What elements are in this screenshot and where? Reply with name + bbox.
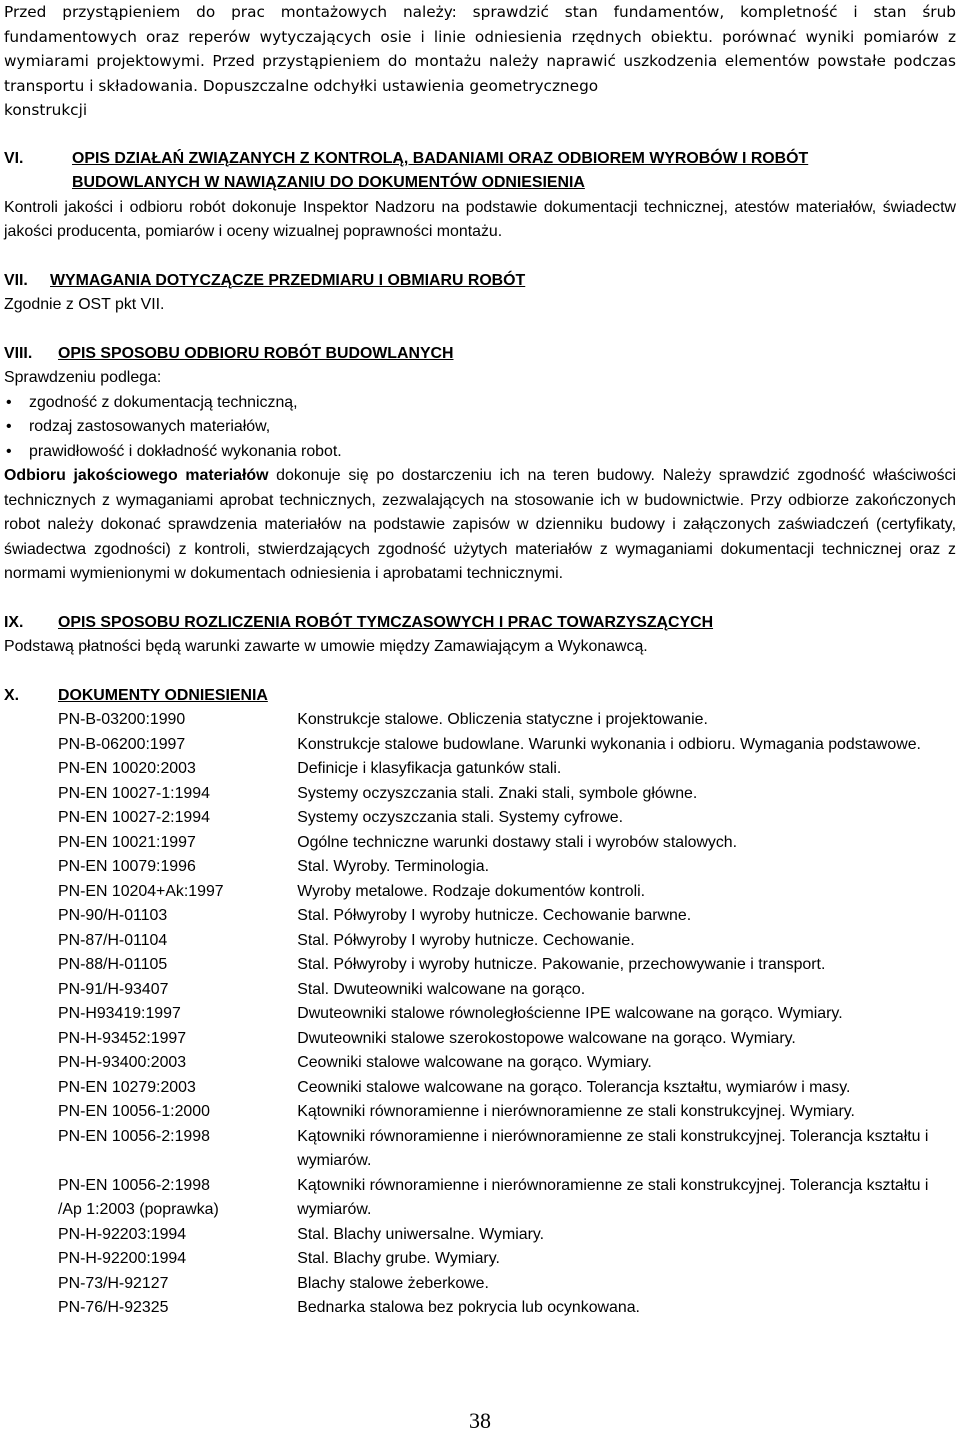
reference-code: PN-H-93400:2003: [58, 1054, 187, 1071]
reference-row: [58, 1002, 956, 1027]
reference-row: [58, 831, 956, 856]
intro-text: Przed przystąpieniem do prac montażowych należy: sprawdzić stan fundamentów, kompletność i stan śrub fundamentowych oraz reperów wytyczających osie i linie odniesienia rzędnych obiektu. porównać wyniki pomiarów z wymiarami projektowymi. Przed przystąpieniem do montażu należy naprawić uszkodzenia elementów powstałe podczas transportu i składowania. Dopuszczalne odchyłki ustawienia geometrycznego: [4, 3, 956, 95]
reference-row: [58, 978, 956, 1003]
reference-code: PN-EN 10079:1996: [58, 858, 196, 875]
section-7: [4, 269, 956, 318]
reference-code: PN-87/H-01104: [58, 931, 168, 949]
reference-description: Ceowniki stalowe walcowane na gorąco. Tolerancja kształtu, wymiarów i masy.: [297, 1078, 851, 1096]
section-10: [4, 684, 956, 1321]
reference-code: PN-88/H-01105: [58, 956, 168, 973]
reference-code: PN-73/H-92127: [58, 1274, 169, 1292]
reference-row: [58, 904, 956, 929]
paragraph-text: dokonuje się po dostarczeniu ich na teren budowy. Należy sprawdzić zgodność właściwości technicznych z wymaganiami aprobat technicznych, zezwalających na stosowanie ich w budownictwie. Przy odbiorze zakończonych robot należy dokonać sprawdzenia materiałów na podstawie zapisów w dzienniku budowy i załączonych zaświadczeń (certyfikaty, świadectwa zgodności) z kontroli, stwierdzających zgodność użytych materiałów z wymaganiami dokumentacji technicznej oraz z normami wymienionymi w dokumentach odniesienia i aprobatami technicznymi.: [4, 467, 956, 582]
reference-row: [58, 880, 956, 905]
reference-row: [58, 757, 956, 782]
section-number: X.: [4, 686, 20, 704]
reference-description: Stal. Półwyroby i wyroby hutnicze. Pakowanie, przechowywanie i transport.: [297, 956, 826, 973]
document-page: [4, 0, 956, 1321]
reference-code: PN-EN 10021:1997: [58, 833, 196, 851]
reference-row: [58, 1296, 956, 1321]
reference-row: [58, 855, 956, 880]
section-title: DOKUMENTY ODNIESIENIA: [58, 686, 268, 704]
reference-description: Ogólne techniczne warunki dostawy stali i wyrobów stalowych.: [297, 833, 738, 851]
reference-description: Wyroby metalowe. Rodzaje dokumentów kontroli.: [297, 882, 646, 900]
section-8-intro: Sprawdzeniu podlega:: [4, 369, 162, 386]
reference-code: PN-EN 10027-2:1994: [58, 809, 210, 826]
section-7-text: Zgodnie z OST pkt VII.: [4, 296, 165, 313]
reference-row: [58, 782, 956, 807]
reference-row: [58, 1125, 956, 1174]
reference-code: PN-H93419:1997: [58, 1005, 181, 1022]
section-6-text: Kontroli jakości i odbioru robót dokonuje Inspektor Nadzoru na podstawie dokumentacji technicznej, atestów materiałów, świadectw jakości producenta, pomiarów i oceny wizualnej poprawności montażu.: [4, 198, 956, 240]
emphasis-text: Odbioru jakościowego materiałów: [4, 467, 269, 484]
reference-description: Stal. Dwuteowniki walcowane na gorąco.: [297, 980, 586, 998]
reference-description: Systemy oczyszczania stali. Systemy cyfrowe.: [297, 809, 624, 826]
references-table: [58, 708, 956, 1321]
section-8-paragraph: [4, 464, 956, 587]
section-10-heading: [4, 684, 956, 709]
section-9: [4, 611, 956, 660]
section-number: VIII.: [4, 344, 33, 362]
section-number: IX.: [4, 613, 24, 631]
reference-row: [58, 929, 956, 954]
reference-description: Konstrukcje stalowe. Obliczenia statyczne i projektowanie.: [297, 711, 708, 728]
reference-row: [58, 953, 956, 978]
reference-code: PN-B-03200:1990: [58, 711, 186, 728]
reference-row: [58, 1100, 956, 1125]
list-item: • zgodność z dokumentacją techniczną,: [4, 391, 956, 416]
reference-code: PN-91/H-93407: [58, 980, 169, 998]
reference-description: Kątowniki równoramienne i nierównoramienne ze stali konstrukcyjnej. Tolerancja kształtu i wymiarów.: [297, 1127, 929, 1169]
reference-code: PN-H-92200:1994: [58, 1250, 187, 1267]
reference-row: [58, 1272, 956, 1297]
reference-row: [58, 733, 956, 758]
section-title: OPIS SPOSOBU ROZLICZENIA ROBÓT TYMCZASOWYCH I PRAC TOWARZYSZĄCYCH: [58, 613, 714, 631]
reference-description: Systemy oczyszczania stali. Znaki stali, symbole główne.: [297, 784, 698, 802]
reference-row: [58, 806, 956, 831]
section-title: OPIS SPOSOBU ODBIORU ROBÓT BUDOWLANYCH: [58, 344, 454, 362]
reference-row: [58, 1027, 956, 1052]
reference-code: PN-76/H-92325: [58, 1299, 169, 1316]
reference-row: [58, 1174, 956, 1223]
reference-code: PN-B-06200:1997: [58, 735, 186, 753]
section-title: WYMAGANIA DOTYCZĄCZE PRZEDMIARU I OBMIARU ROBÓT: [50, 271, 526, 289]
reference-description: Definicje i klasyfikacja gatunków stali.: [297, 760, 562, 777]
section-9-heading: [4, 611, 956, 636]
page-number: 38: [469, 1408, 491, 1433]
reference-description: Stal. Blachy uniwersalne. Wymiary.: [297, 1225, 545, 1243]
reference-code: PN-EN 10020:2003: [58, 760, 196, 777]
section-number: VII.: [4, 271, 28, 289]
reference-description: Stal. Półwyroby I wyroby hutnicze. Cechowanie.: [297, 931, 635, 949]
reference-row: [58, 1247, 956, 1272]
reference-description: Kątowniki równoramienne i nierównoramienne ze stali konstrukcyjnej. Wymiary.: [297, 1103, 855, 1120]
reference-row: [58, 1076, 956, 1101]
reference-code: PN-H-92203:1994: [58, 1225, 187, 1243]
reference-row: [58, 708, 956, 733]
reference-code: PN-EN 10027-1:1994: [58, 784, 210, 802]
section-number: VI.: [4, 149, 24, 167]
list-item: • rodzaj zastosowanych materiałów,: [4, 415, 956, 440]
reference-description: Stal. Półwyroby I wyroby hutnicze. Cechowanie barwne.: [297, 907, 692, 924]
reference-description: Stal. Wyroby. Terminologia.: [297, 858, 490, 875]
section-8: [4, 342, 956, 587]
reference-row: [58, 1051, 956, 1076]
section-8-heading: [4, 342, 956, 367]
inspection-list: [4, 391, 956, 465]
reference-description: Dwuteowniki stalowe szerokostopowe walcowane na gorąco. Wymiary.: [297, 1029, 796, 1047]
reference-code: PN-EN 10056-2:1998: [58, 1127, 210, 1145]
reference-description: Kątowniki równoramienne i nierównoramienne ze stali konstrukcyjnej. Tolerancja kształtu i wymiarów.: [297, 1176, 929, 1218]
reference-description: Konstrukcje stalowe budowlane. Warunki wykonania i odbioru. Wymagania podstawowe.: [297, 735, 921, 753]
section-6: [4, 147, 956, 245]
reference-code: PN-H-93452:1997: [58, 1029, 187, 1047]
section-6-heading: [4, 147, 956, 196]
reference-code: PN-90/H-01103: [58, 907, 168, 924]
intro-paragraph: [4, 0, 956, 123]
reference-description: Bednarka stalowa bez pokrycia lub ocynkowana.: [297, 1299, 640, 1316]
reference-code: PN-EN 10056-1:2000: [58, 1103, 210, 1120]
intro-text-last: konstrukcji: [4, 101, 88, 119]
reference-description: Dwuteowniki stalowe równoległościenne IPE walcowane na gorąco. Wymiary.: [297, 1005, 843, 1022]
reference-description: Stal. Blachy grube. Wymiary.: [297, 1250, 500, 1267]
reference-row: [58, 1223, 956, 1248]
reference-description: Ceowniki stalowe walcowane na gorąco. Wymiary.: [297, 1054, 652, 1071]
reference-code: PN-EN 10204+Ak:1997: [58, 882, 224, 900]
section-7-heading: [4, 269, 956, 294]
reference-code: PN-EN 10279:2003: [58, 1078, 196, 1096]
section-9-text: Podstawą płatności będą warunki zawarte w umowie między Zamawiającym a Wykonawcą.: [4, 638, 648, 655]
reference-description: Blachy stalowe żeberkowe.: [297, 1274, 489, 1292]
reference-code: PN-EN 10056-2:1998 /Ap 1:2003 (poprawka): [58, 1176, 219, 1218]
section-title: OPIS DZIAŁAŃ ZWIĄZANYCH Z KONTROLĄ, BADANIAMI ORAZ ODBIOREM WYROBÓW I ROBÓT BUDOWLANYCH W NAWIĄZANIU DO DOKUMENTÓW ODNIESIENIA: [72, 149, 809, 191]
list-item: • prawidłowość i dokładność wykonania robot.: [4, 440, 956, 465]
